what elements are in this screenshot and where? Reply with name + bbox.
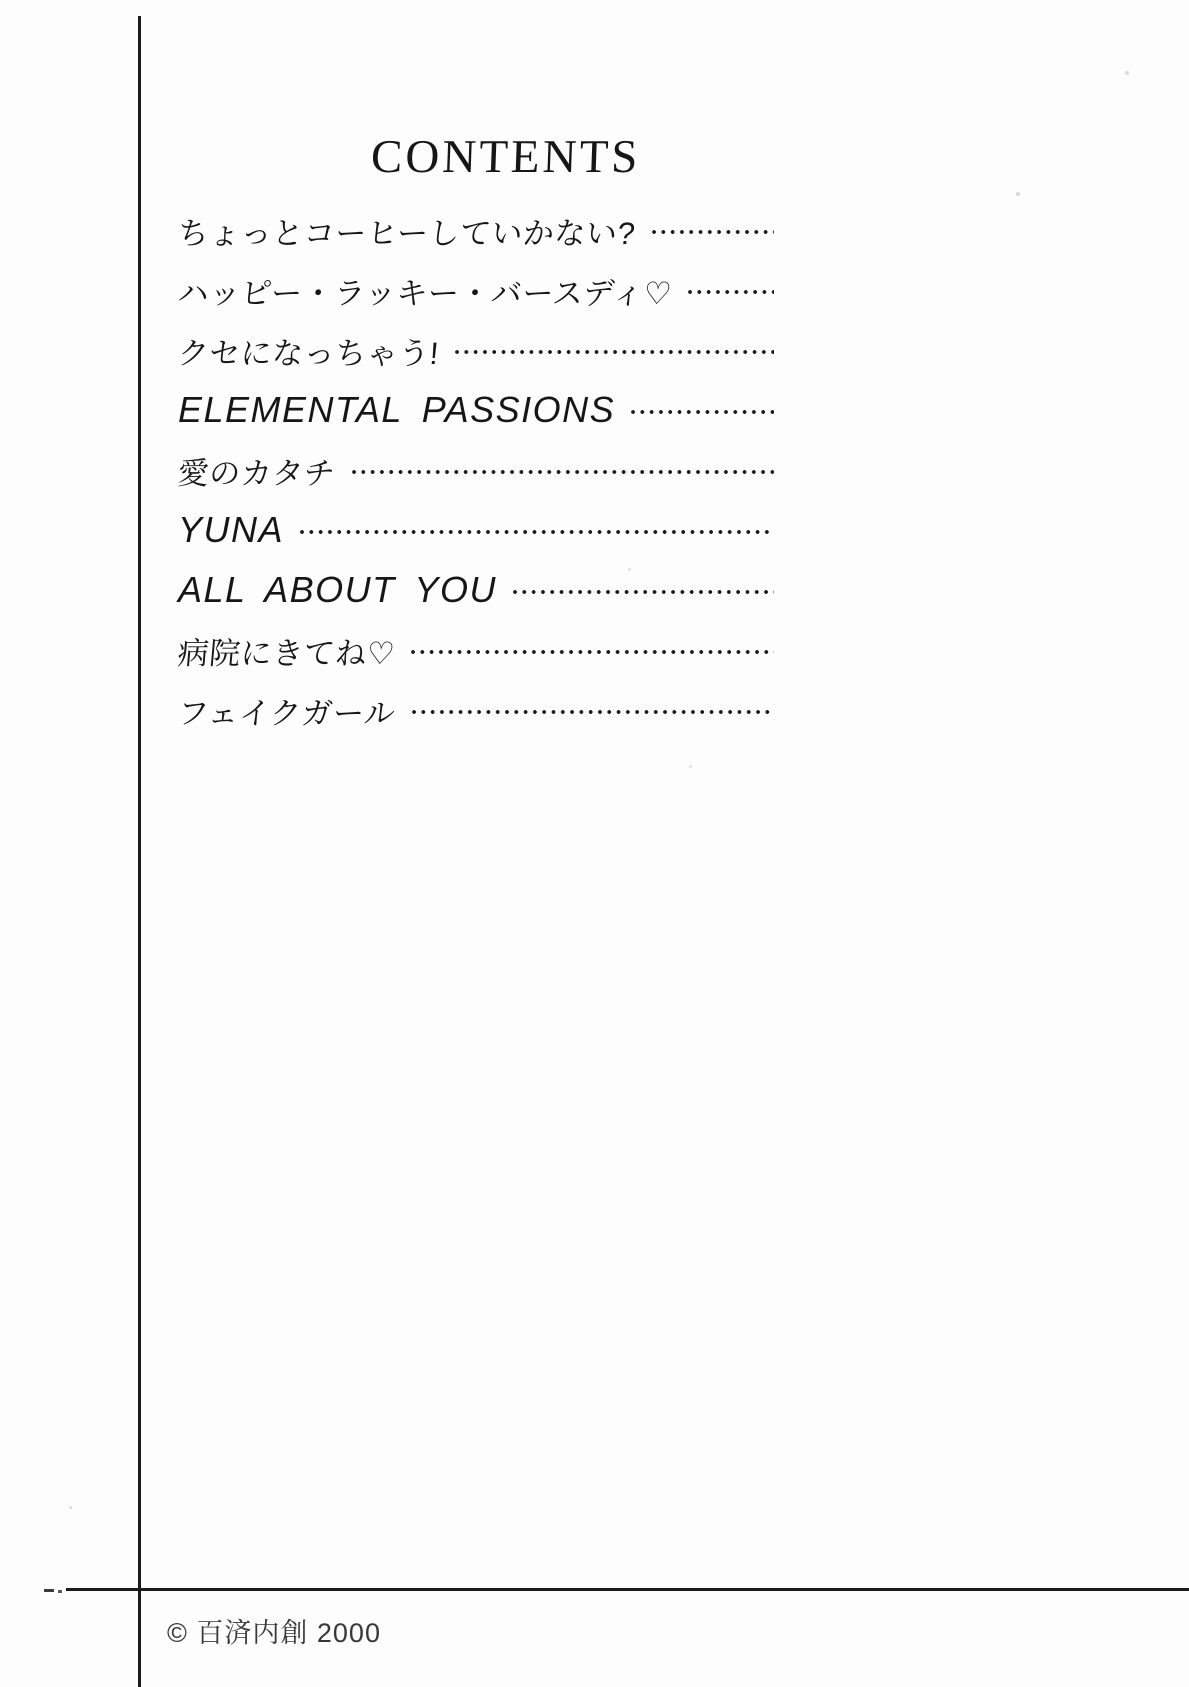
- dot-leader: [629, 408, 774, 416]
- dot-leader: [410, 708, 774, 716]
- toc-entry-title: 病院にきてね♡: [176, 635, 397, 671]
- gutter-rule: [138, 16, 141, 1687]
- dot-leader: [650, 228, 775, 236]
- toc-entry-title: YUNA: [178, 509, 285, 550]
- toc-entry: [178, 560, 774, 620]
- dot-leader: [298, 528, 774, 536]
- scan-speck: [1016, 192, 1020, 196]
- toc-entry-title: フェイクガール: [176, 695, 397, 731]
- dot-leader: [453, 348, 774, 356]
- scan-speck: [689, 765, 692, 768]
- scan-speck: [69, 1506, 72, 1509]
- dot-leader: [409, 648, 774, 656]
- dot-leader: [350, 468, 775, 476]
- toc-entry: [178, 440, 774, 500]
- footer-rule-dash: [44, 1589, 54, 1592]
- footer-rule: [66, 1588, 1189, 1591]
- dot-leader: [511, 588, 774, 596]
- footer-rule-dot: [58, 1590, 62, 1593]
- toc-entry-title: クセになっちゃう!: [176, 335, 441, 371]
- dot-leader: [686, 288, 774, 296]
- scan-speck: [1125, 71, 1129, 75]
- toc-entry: [178, 500, 774, 560]
- toc-entry-title: ハッピー・ラッキー・バースディ♡: [176, 275, 674, 311]
- toc-entry: [178, 320, 774, 380]
- toc-entry-title: ちょっとコーヒーしていかない?: [176, 215, 637, 251]
- toc-entry-title: ELEMENTAL PASSIONS: [178, 389, 616, 430]
- page-title: CONTENTS: [370, 131, 642, 183]
- toc-entry: [178, 200, 774, 260]
- copyright-text: © 百済内創 2000: [167, 1618, 381, 1648]
- toc-entry-title: ALL ABOUT YOU: [178, 569, 497, 610]
- toc-entry: [178, 260, 774, 320]
- toc-entry: [178, 380, 774, 440]
- scan-speck: [628, 568, 631, 571]
- toc-entry: [178, 620, 774, 680]
- toc-entry: [178, 680, 774, 740]
- toc-entry-title: 愛のカタチ: [176, 455, 337, 491]
- toc-list: [178, 200, 774, 740]
